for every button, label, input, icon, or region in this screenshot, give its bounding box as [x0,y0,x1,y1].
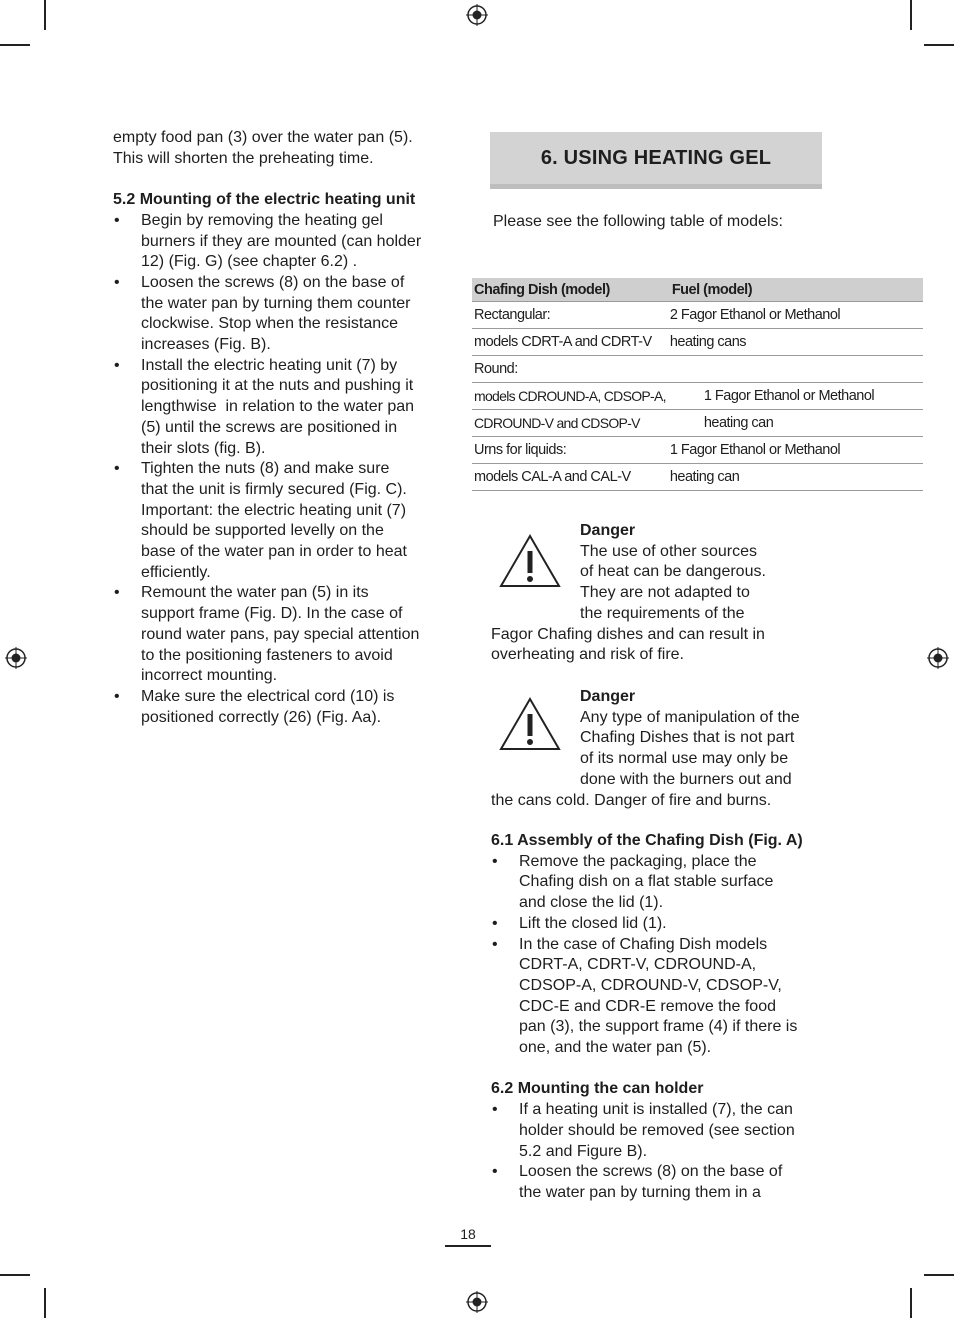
table-cell: Rectangular: [472,302,668,329]
danger-text-line: Any type of manipulation of the [580,708,800,726]
danger-text-line: of heat can be dangerous. [580,563,766,581]
table-header-cell: Chafing Dish (model) [472,278,668,302]
list-item: • Remove the packaging, place the Chafing dish on a flat stable surface and close the lid (1). [491,852,831,914]
page-number-underline [445,1245,491,1247]
table-header-row [472,278,923,302]
registration-mark-icon [466,1291,488,1313]
table-cell: heating can [668,410,923,437]
list-item: • Install the electric heating unit (7) by positioning it at the nuts and pushing it lengthwise in relation to the water pan (5) until the screws are positioned in their slots (fig. B). [113,356,448,460]
danger-notice-1 [491,521,831,671]
section-6-1-heading: 6.1 Assembly of the Chafing Dish (Fig. A) [491,832,803,849]
registration-mark-icon [5,647,27,669]
table-cell: 1 Fagor Ethanol or Methanol [668,383,923,410]
registration-mark-icon [927,647,949,669]
section-6-title: 6. USING HEATING GEL [540,146,772,169]
table-cell: heating cans [668,329,923,356]
danger-text-line: done with the burners out and [580,770,792,788]
danger-title: Danger [580,688,636,705]
models-table [472,278,923,491]
danger-text-line: the requirements of the [580,604,745,622]
danger-text-line: the cans cold. Danger of fire and burns. [491,791,772,809]
crop-mark [910,0,912,30]
danger-notice-2 [491,687,831,817]
section-5-2-heading: 5.2 Mounting of the electric heating unit [113,191,416,209]
list-item: • Loosen the screws (8) on the base of the water pan by turning them in a [491,1162,831,1203]
list-item: • Remount the water pan (5) in its support frame (Fig. D). In the case of round water pans, pay special attention to the positioning fasteners to avoid incorrect mounting. [113,583,448,687]
section-6-2-list [491,1100,831,1204]
crop-mark [910,1288,912,1318]
crop-mark [0,44,30,46]
crop-mark [0,1274,30,1276]
section-6-2-heading: 6.2 Mounting the can holder [491,1080,704,1098]
table-cell: 2 Fagor Ethanol or Methanol [668,302,923,329]
list-item: • Begin by removing the heating gel burners if they are mounted (can holder 12) (Fig. G) (see chapter 6.2) . [113,211,448,273]
table-cell: models CDROUND-A, CDSOP-A, [472,383,668,410]
list-item: • In the case of Chafing Dish models CDRT-A, CDRT-V, CDROUND-A, CDSOP-A, CDROUND-V, CDSOP-V, CDC-E and CDR-E remove the food pan (3), the support frame (4) if there is one, and the water pan (5). [491,935,831,1059]
warning-triangle-icon [498,533,562,589]
table-cell: models CAL-A and CAL-V [472,464,668,491]
crop-mark [924,1274,954,1276]
page-number: 18 [460,1226,476,1242]
danger-text-line: The use of other sources [580,542,757,560]
danger-text-line: Fagor Chafing dishes and can result in [491,625,765,643]
table-cell [668,356,923,383]
table-row [472,437,923,464]
list-item: • Loosen the screws (8) on the base of the water pan by turning them counter clockwise. Stop when the resistance increases (Fig. B). [113,273,448,356]
table-cell: Round: [472,356,668,383]
table-row [472,464,923,491]
list-item: • Lift the closed lid (1). [491,914,831,935]
warning-triangle-icon [498,696,562,752]
left-column [113,128,448,728]
section-6-title-box [490,132,822,189]
crop-mark [44,1288,46,1318]
table-cell: Urns for liquids: [472,437,668,464]
table-header-cell: Fuel (model) [668,278,923,302]
danger-text-line: They are not adapted to [580,584,750,602]
list-item: • Make sure the electrical cord (10) is positioned correctly (26) (Fig. Aa). [113,687,448,728]
danger-text-line: Chafing Dishes that is not part [580,729,795,747]
list-item: • Tighten the nuts (8) and make sure that the unit is firmly secured (Fig. C). Important: the electric heating unit (7) should be supported levelly on the base of the water pan in order to heat efficiently. [113,459,448,583]
table-row [472,302,923,329]
registration-mark-icon [466,4,488,26]
danger-title: Danger [580,522,636,539]
section-6-1-block [491,831,831,1204]
section-5-2-list [113,211,448,729]
list-item: • If a heating unit is installed (7), the can holder should be removed (see section 5.2 and Figure B). [491,1100,831,1162]
table-row [472,356,923,383]
table-row [472,383,923,410]
danger-text-line: overheating and risk of fire. [491,646,684,664]
danger-text-line: of its normal use may only be [580,750,789,768]
table-row [472,329,923,356]
table-cell: heating can [668,464,923,491]
intro-line: This will shorten the preheating time. [113,149,374,167]
table-intro: Please see the following table of models: [493,213,783,230]
intro-line: empty food pan (3) over the water pan (5). [113,129,413,146]
table-cell: 1 Fagor Ethanol or Methanol [668,437,923,464]
table-cell: CDROUND-V and CDSOP-V [472,410,668,437]
table-cell: models CDRT-A and CDRT-V [472,329,668,356]
section-6-1-list [491,852,831,1059]
table-row [472,410,923,437]
crop-mark [924,44,954,46]
crop-mark [44,0,46,30]
